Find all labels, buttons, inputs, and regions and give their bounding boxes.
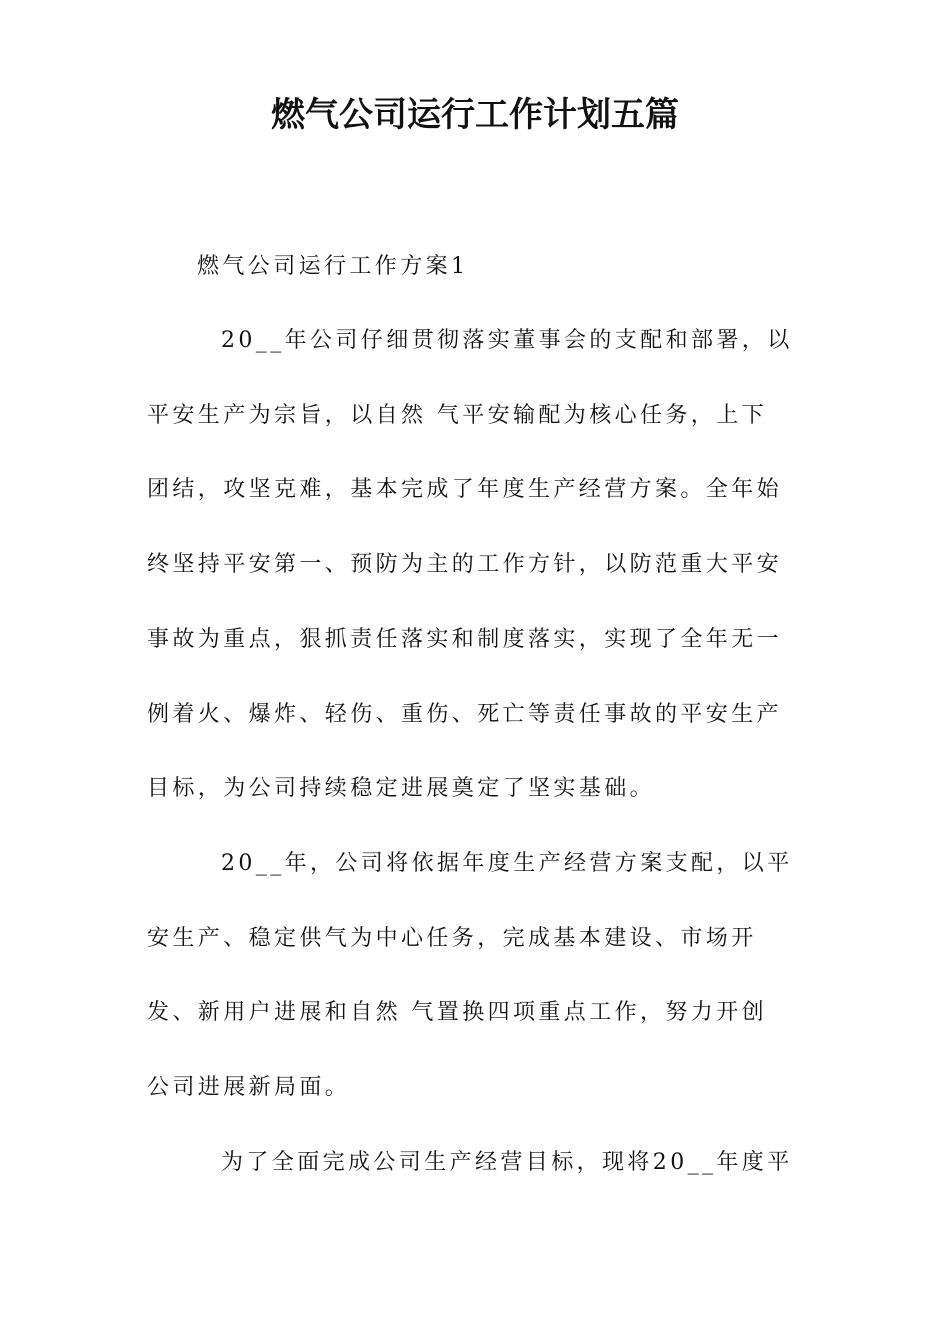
paragraph-line: 公司进展新局面。 (147, 1075, 351, 1100)
paragraph-line: 目标，为公司持续稳定进展奠定了坚实基础。 (147, 776, 656, 801)
section-heading: 燃气公司运行工作方案1 (197, 254, 469, 279)
paragraph-line: 平安生产为宗旨，以自然 气平安输配为核心任务，上下 (147, 403, 767, 428)
paragraph-line: 终坚持平安第一、预防为主的工作方针，以防范重大平安 (147, 552, 783, 577)
paragraph-line: 事故为重点，狠抓责任落实和制度落实，实现了全年无一 (147, 627, 783, 652)
paragraph-line: 20__年，公司将依据年度生产经营方案支配，以平 (221, 851, 793, 876)
paragraph-line: 团结，攻坚克难，基本完成了年度生产经营方案。全年始 (147, 477, 783, 502)
paragraph-line: 为了全面完成公司生产经营目标，现将20__年度平 (221, 1150, 793, 1175)
paragraph-line: 安生产、稳定供气为中心任务，完成基本建设、市场开 (147, 926, 757, 951)
paragraph-line: 20__年公司仔细贯彻落实董事会的支配和部署，以 (221, 328, 793, 353)
paragraph-line: 发、新用户进展和自然 气置换四项重点工作，努力开创 (147, 1000, 767, 1025)
paragraph-line: 例着火、爆炸、轻伤、重伤、死亡等责任事故的平安生产 (147, 702, 783, 727)
document-title: 燃气公司运行工作计划五篇 (271, 95, 679, 135)
